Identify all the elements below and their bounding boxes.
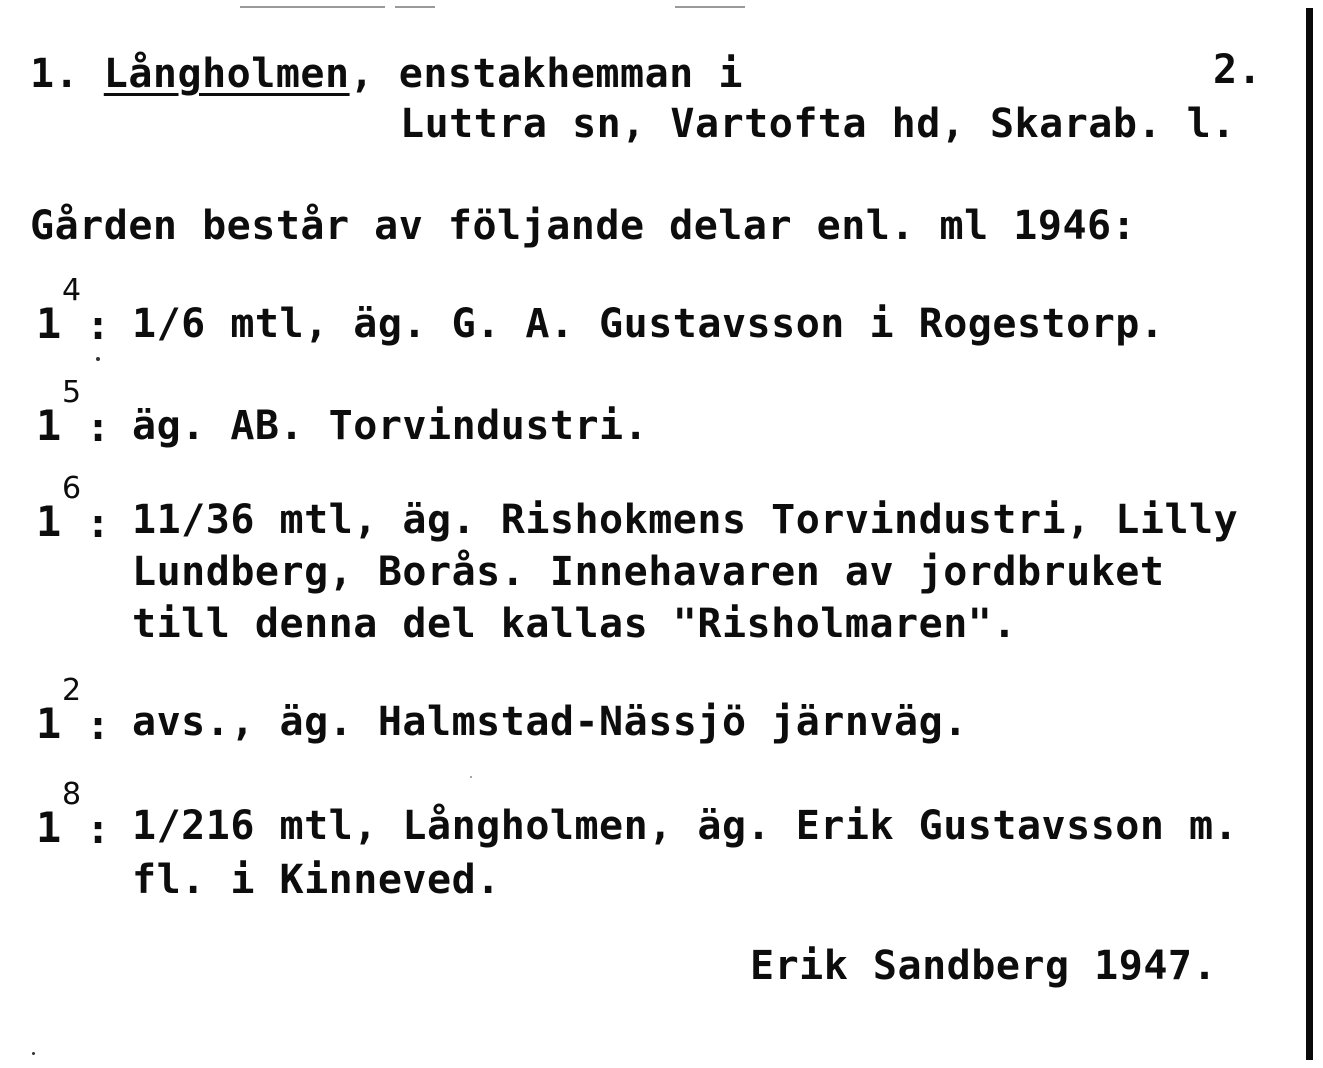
top-edge-rule [675, 6, 745, 8]
parcel-text-line: 11/36 mtl, äg. Rishokmens Torvindustri, Lilly [132, 497, 1239, 543]
parcel-superscript: 4 [62, 273, 82, 308]
top-edge-rule [395, 6, 435, 8]
parcel-text-line: 1/216 mtl, Långholmen, äg. Erik Gustavsson m. [132, 803, 1239, 849]
parcel-colon: : [86, 303, 111, 349]
parcel-text-line: äg. AB. Torvindustri. [132, 403, 649, 449]
ink-speck [470, 776, 472, 778]
parcel-superscript: 8 [62, 777, 82, 812]
parcel-superscript: 2 [62, 673, 82, 708]
parcel-superscript: 6 [62, 471, 82, 506]
parcel-text-line: till denna del kallas "Risholmaren". [132, 601, 1017, 647]
parcel-base-number: 1 [36, 401, 62, 450]
parcel-colon: : [86, 703, 111, 749]
ink-speck [32, 1052, 35, 1055]
place-location: Luttra sn, Vartofta hd, Skarab. l. [400, 101, 1236, 147]
entry-number: 1. [30, 51, 80, 97]
parcel-colon: : [86, 807, 111, 853]
parcel-colon: : [86, 501, 111, 547]
parcel-text-line: avs., äg. Halmstad-Nässjö järnväg. [132, 699, 968, 745]
ink-speck [96, 357, 100, 361]
parcel-text-line: 1/6 mtl, äg. G. A. Gustavsson i Rogestorp. [132, 301, 1165, 347]
parcel-colon: : [86, 405, 111, 451]
top-edge-rule [240, 6, 385, 8]
signature: Erik Sandberg 1947. [750, 943, 1218, 989]
header-line-1 [30, 50, 743, 98]
parcel-base-number: 1 [36, 699, 62, 748]
parcel-base-number: 1 [36, 497, 62, 546]
card-number: 2. [1213, 47, 1263, 93]
parcel-superscript: 5 [62, 375, 82, 410]
place-name: Långholmen [103, 51, 350, 97]
parcel-base-number: 1 [36, 803, 62, 852]
parcel-text-line: Lundberg, Borås. Innehavaren av jordbruket [132, 549, 1165, 595]
card-right-border [1306, 8, 1313, 1060]
intro-text: Gården består av följande delar enl. ml 1946: [30, 203, 1137, 249]
place-description: , enstakhemman i [349, 51, 743, 97]
parcel-text-line: fl. i Kinneved. [132, 857, 501, 903]
parcel-base-number: 1 [36, 299, 62, 348]
